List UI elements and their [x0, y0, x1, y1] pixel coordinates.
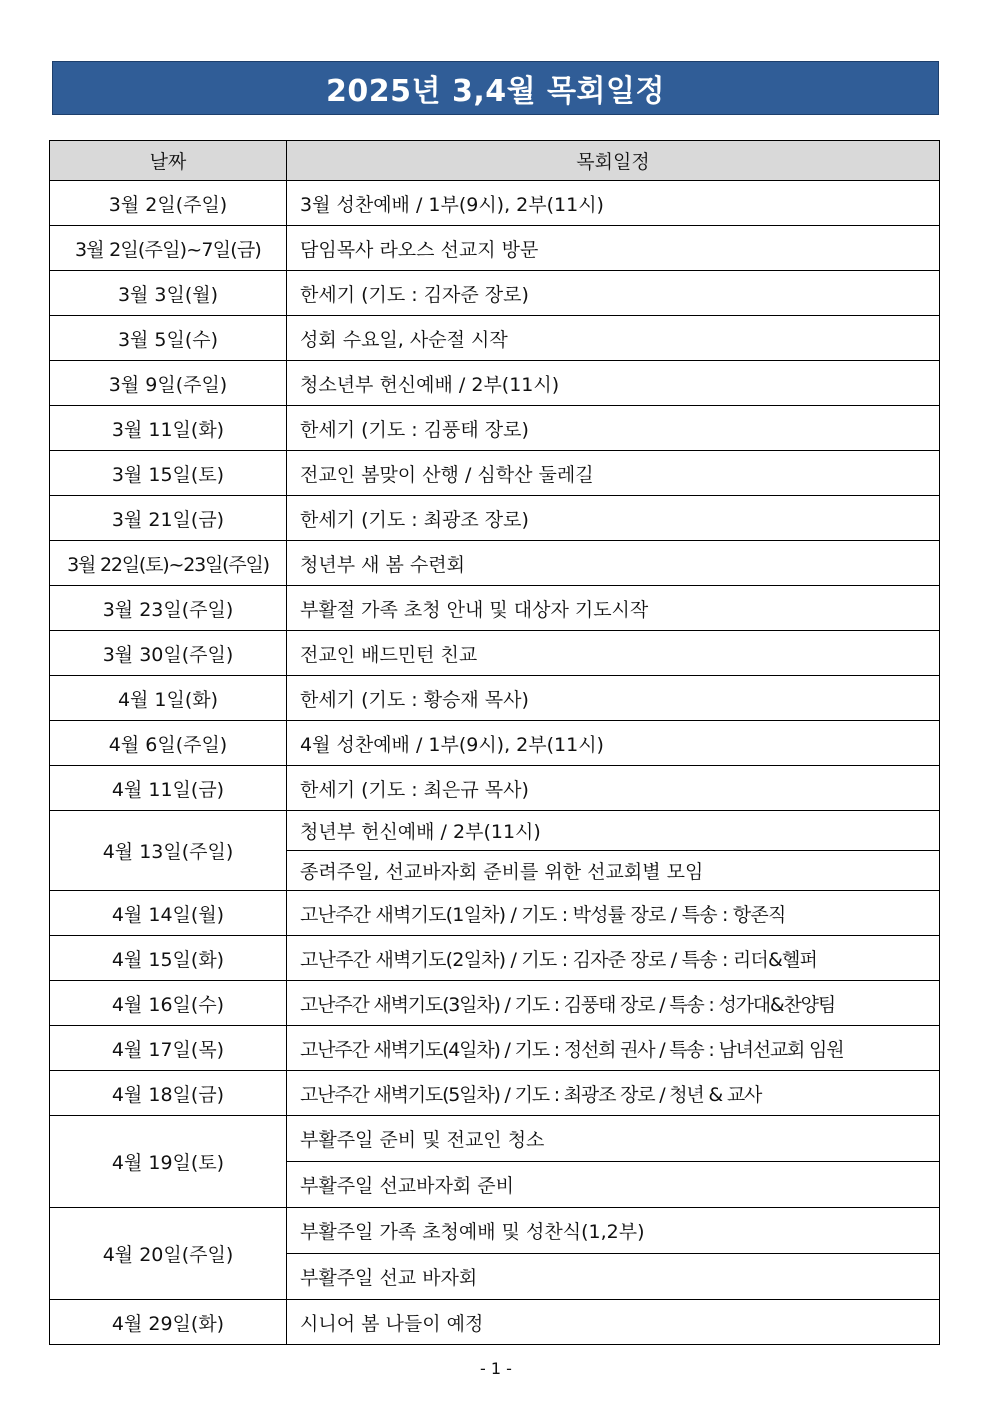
date-cell: 3월 2일(주일) — [50, 181, 287, 226]
event-cell: 한세기 (기도 : 최은규 목사) — [287, 766, 940, 811]
date-cell: 3월 15일(토) — [50, 451, 287, 496]
schedule-column-header: 목회일정 — [287, 141, 940, 181]
event-cell: 부활주일 준비 및 전교인 청소 — [287, 1116, 940, 1162]
date-cell: 3월 3일(월) — [50, 271, 287, 316]
date-cell: 4월 20일(주일) — [50, 1208, 287, 1300]
event-cell: 고난주간 새벽기도(3일차) / 기도 : 김풍태 장로 / 특송 : 성가대&찬양팀 — [287, 981, 940, 1026]
event-cell: 청년부 새 봄 수련회 — [287, 541, 940, 586]
date-cell: 4월 15일(화) — [50, 936, 287, 981]
event-cell: 부활주일 선교 바자회 — [287, 1254, 940, 1300]
page-number: - 1 - — [480, 1359, 512, 1378]
event-cell: 종려주일, 선교바자회 준비를 위한 선교회별 모임 — [287, 851, 940, 891]
table-row — [50, 1026, 940, 1071]
table-row — [50, 1116, 940, 1162]
date-cell: 3월 2일(주일)~7일(금) — [50, 226, 287, 271]
date-cell: 4월 13일(주일) — [50, 811, 287, 891]
date-cell: 4월 11일(금) — [50, 766, 287, 811]
event-cell: 3월 성찬예배 / 1부(9시), 2부(11시) — [287, 181, 940, 226]
date-column-header: 날짜 — [50, 141, 287, 181]
date-cell: 4월 6일(주일) — [50, 721, 287, 766]
event-cell: 고난주간 새벽기도(1일차) / 기도 : 박성률 장로 / 특송 : 항존직 — [287, 891, 940, 936]
table-row — [50, 811, 940, 851]
date-cell: 3월 30일(주일) — [50, 631, 287, 676]
date-cell: 3월 21일(금) — [50, 496, 287, 541]
event-cell: 성회 수요일, 사순절 시작 — [287, 316, 940, 361]
event-cell: 부활주일 선교바자회 준비 — [287, 1162, 940, 1208]
header-row — [50, 141, 940, 181]
event-cell: 담임목사 라오스 선교지 방문 — [287, 226, 940, 271]
table-row — [50, 676, 940, 721]
table-row — [50, 1300, 940, 1345]
date-cell: 3월 9일(주일) — [50, 361, 287, 406]
table-row — [50, 981, 940, 1026]
event-cell: 4월 성찬예배 / 1부(9시), 2부(11시) — [287, 721, 940, 766]
schedule-table — [49, 140, 940, 1345]
event-cell: 고난주간 새벽기도(5일차) / 기도 : 최광조 장로 / 청년 & 교사 — [287, 1071, 940, 1116]
table-row — [50, 316, 940, 361]
event-cell: 한세기 (기도 : 김풍태 장로) — [287, 406, 940, 451]
date-cell: 4월 29일(화) — [50, 1300, 287, 1345]
table-row — [50, 891, 940, 936]
date-cell: 3월 5일(수) — [50, 316, 287, 361]
event-cell: 부활주일 가족 초청예배 및 성찬식(1,2부) — [287, 1208, 940, 1254]
event-cell: 한세기 (기도 : 최광조 장로) — [287, 496, 940, 541]
table-row — [50, 721, 940, 766]
page-title: 2025년 3,4월 목회일정 — [326, 74, 665, 109]
event-cell: 고난주간 새벽기도(4일차) / 기도 : 정선희 권사 / 특송 : 남녀선교회 임원 — [287, 1026, 940, 1071]
event-cell: 청소년부 헌신예배 / 2부(11시) — [287, 361, 940, 406]
event-cell: 전교인 봄맞이 산행 / 심학산 둘레길 — [287, 451, 940, 496]
date-cell: 4월 1일(화) — [50, 676, 287, 721]
table-row — [50, 451, 940, 496]
table-row — [50, 631, 940, 676]
table-row — [50, 1071, 940, 1116]
date-cell: 3월 23일(주일) — [50, 586, 287, 631]
event-cell: 청년부 헌신예배 / 2부(11시) — [287, 811, 940, 851]
event-cell: 한세기 (기도 : 황승재 목사) — [287, 676, 940, 721]
table-row — [50, 406, 940, 451]
date-cell: 4월 19일(토) — [50, 1116, 287, 1208]
table-row — [50, 361, 940, 406]
event-cell: 시니어 봄 나들이 예정 — [287, 1300, 940, 1345]
event-cell: 고난주간 새벽기도(2일차) / 기도 : 김자준 장로 / 특송 : 리더&헬퍼 — [287, 936, 940, 981]
date-cell: 3월 11일(화) — [50, 406, 287, 451]
date-cell: 4월 16일(수) — [50, 981, 287, 1026]
date-cell: 3월 22일(토)~23일(주일) — [50, 541, 287, 586]
date-cell: 4월 18일(금) — [50, 1071, 287, 1116]
date-cell: 4월 14일(월) — [50, 891, 287, 936]
event-cell: 부활절 가족 초청 안내 및 대상자 기도시작 — [287, 586, 940, 631]
table-row — [50, 1208, 940, 1254]
event-cell: 전교인 배드민턴 친교 — [287, 631, 940, 676]
table-row — [50, 181, 940, 226]
table-row — [50, 226, 940, 271]
title-banner — [52, 61, 939, 115]
table-row — [50, 496, 940, 541]
event-cell: 한세기 (기도 : 김자준 장로) — [287, 271, 940, 316]
table-row — [50, 541, 940, 586]
table-row — [50, 586, 940, 631]
date-cell: 4월 17일(목) — [50, 1026, 287, 1071]
table-row — [50, 271, 940, 316]
table-row — [50, 766, 940, 811]
table-row — [50, 936, 940, 981]
